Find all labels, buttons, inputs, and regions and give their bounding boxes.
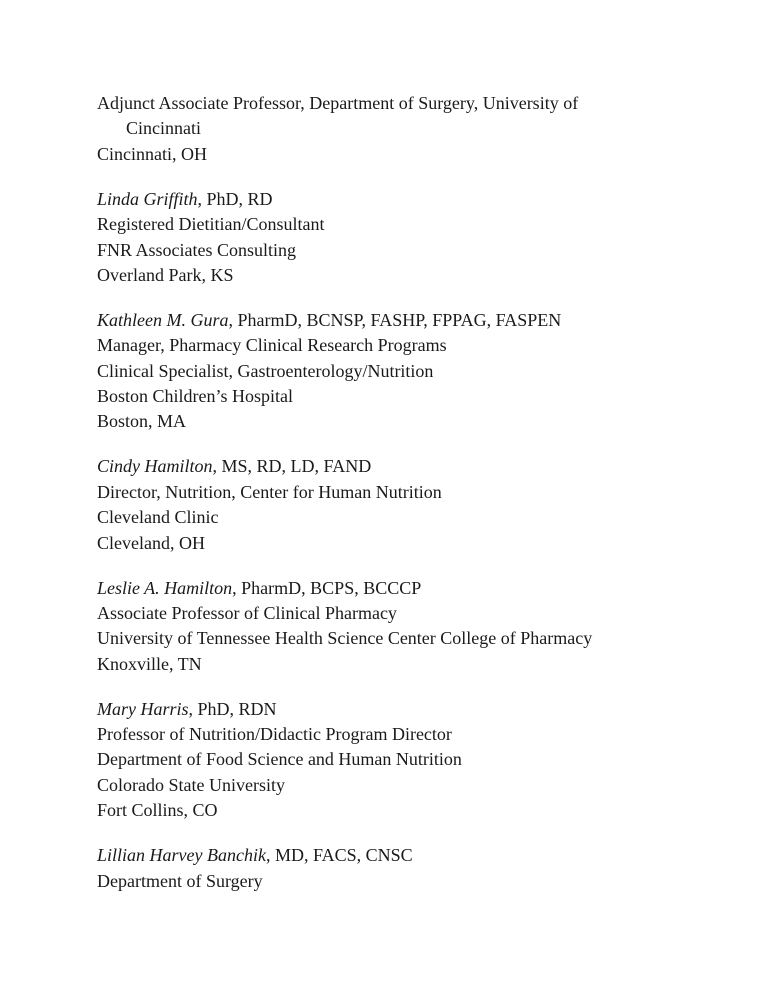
contributor-name: Leslie A. Hamilton <box>97 577 233 598</box>
affiliation-line: Clinical Specialist, Gastroenterology/Nutrition <box>97 360 434 381</box>
affiliation-line: Professor of Nutrition/Didactic Program Director <box>97 724 452 745</box>
location-line: Knoxville, TN <box>97 653 202 674</box>
affiliation-line: Associate Professor of Clinical Pharmacy <box>97 602 397 623</box>
contributor-name: Lillian Harvey Banchik <box>97 845 266 866</box>
contributor-entry <box>97 843 737 894</box>
contributor-list <box>97 91 737 913</box>
affiliation-line: FNR Associates Consulting <box>97 239 297 260</box>
contributor-name: Cindy Hamilton <box>97 456 213 477</box>
contributor-credentials: , PhD, RDN <box>188 698 277 719</box>
location-line: Fort Collins, CO <box>97 800 218 821</box>
contributor-heading <box>97 187 737 212</box>
affiliation-line-continued: Cincinnati <box>126 118 201 139</box>
affiliation-line: Manager, Pharmacy Clinical Research Programs <box>97 335 447 356</box>
contributor-credentials: , MD, FACS, CNSC <box>265 845 413 866</box>
contributor-heading <box>97 576 737 601</box>
contributor-name: Mary Harris <box>97 698 189 719</box>
contributor-credentials: , PhD, RD <box>197 188 273 209</box>
contributor-heading <box>97 697 737 722</box>
affiliation-line: Boston Children’s Hospital <box>97 386 294 407</box>
contributor-name: Linda Griffith <box>97 188 198 209</box>
affiliation-line: University of Tennessee Health Science Center College of Pharmacy <box>97 628 593 649</box>
affiliation-line: Department of Surgery <box>97 870 263 891</box>
affiliation-line: Department of Food Science and Human Nutrition <box>97 749 462 770</box>
contributor-entry <box>97 454 737 556</box>
affiliation-line: Cleveland Clinic <box>97 507 219 528</box>
affiliation-line: Colorado State University <box>97 774 285 795</box>
affiliation-line: Director, Nutrition, Center for Human Nutrition <box>97 481 442 502</box>
contributor-entry <box>97 308 737 435</box>
contributor-credentials: , PharmD, BCNSP, FASHP, FPPAG, FASPEN <box>228 309 562 330</box>
contributor-name: Kathleen M. Gura <box>97 309 229 330</box>
contributor-credentials: , PharmD, BCPS, BCCCP <box>232 577 422 598</box>
affiliation-line: Registered Dietitian/Consultant <box>97 214 325 235</box>
contributor-entry <box>97 576 737 678</box>
affiliation-line: Adjunct Associate Professor, Department of Surgery, University of <box>97 93 579 113</box>
location-line: Overland Park, KS <box>97 264 234 285</box>
contributor-entry <box>97 187 737 289</box>
contributor-entry <box>97 91 737 167</box>
location-line: Boston, MA <box>97 411 187 432</box>
contributor-heading <box>97 454 737 479</box>
location-line: Cleveland, OH <box>97 532 205 553</box>
location-line: Cincinnati, OH <box>97 143 207 164</box>
contributor-heading <box>97 308 737 333</box>
contributor-entry <box>97 697 737 824</box>
contributor-credentials: , MS, RD, LD, FAND <box>212 456 372 477</box>
contributor-heading <box>97 843 737 868</box>
